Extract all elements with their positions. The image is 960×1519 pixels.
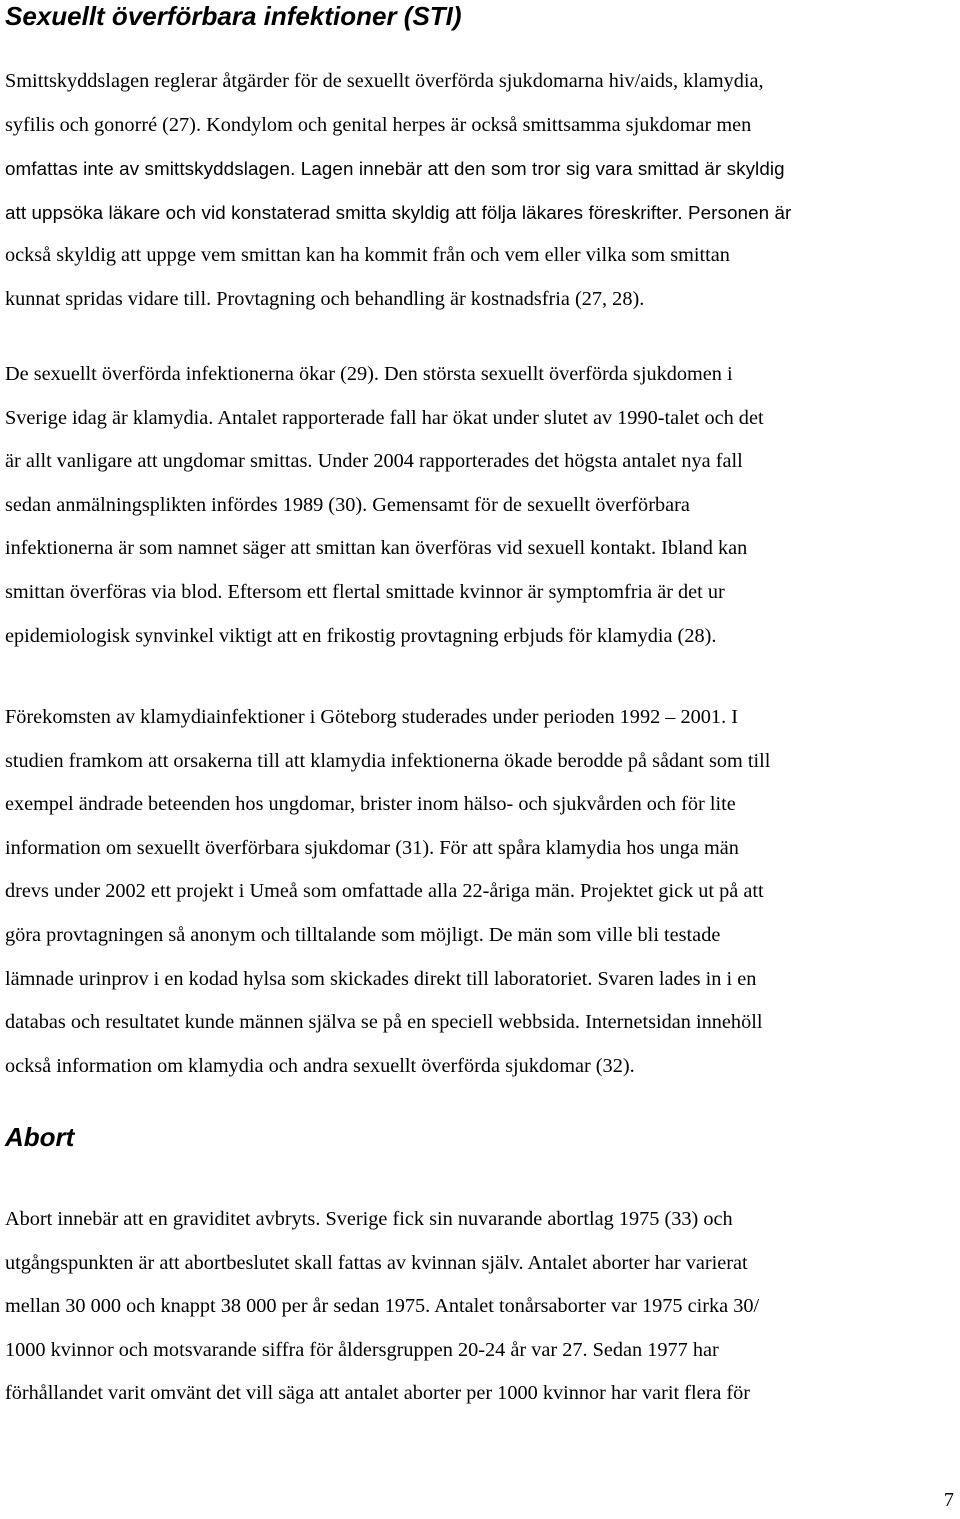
text-line: epidemiologisk synvinkel viktigt att en frikostig provtagning erbjuds för klamydia (28). xyxy=(5,624,717,647)
text-line: databas och resultatet kunde männen själva se på en speciell webbsida. Internetsidan innehöll xyxy=(5,1011,763,1034)
text-line: 1000 kvinnor och motsvarande siffra för åldersgruppen 20-24 år var 27. Sedan 1977 har xyxy=(5,1338,719,1361)
text-line: mellan 30 000 och knappt 38 000 per år sedan 1975. Antalet tonårsaborter var 1975 cirka 30/ xyxy=(5,1295,760,1318)
text-line: syfilis och gonorré (27). Kondylom och genital herpes är också smittsamma sjukdomar men xyxy=(5,113,752,136)
paragraph-chlamydia-studies xyxy=(5,696,770,1088)
text-line: studien framkom att orsakerna till att klamydia infektionerna ökade berodde på sådant som till xyxy=(5,749,771,772)
text-line: också information om klamydia och andra sexuellt överförda sjukdomar (32). xyxy=(5,1054,635,1077)
text-line: också skyldig att uppge vem smittan kan ha kommit från och vem eller vilka som smittan xyxy=(5,244,730,267)
text-line: förhållandet varit omvänt det vill säga att antalet aborter per 1000 kvinnor har varit flera för xyxy=(5,1382,751,1405)
section-heading-abort: Abort xyxy=(5,1122,75,1152)
section-heading-sti: Sexuellt överförbara infektioner (STI) xyxy=(5,1,462,31)
text-line: infektionerna är som namnet säger att smittan kan överföras vid sexuell kontakt. Ibland kan xyxy=(5,537,748,560)
text-line: Abort innebär att en graviditet avbryts. Sverige fick sin nuvarande abortlag 1975 (33) och xyxy=(5,1208,733,1230)
text-line: omfattas inte av smittskyddslagen. Lagen innebär att den som tror sig vara smittad är skyldig xyxy=(5,158,785,180)
text-line: utgångspunkten är att abortbeslutet skall fattas av kvinnan själv. Antalet aborter har varierat xyxy=(5,1251,748,1274)
text-line: att uppsöka läkare och vid konstaterad smitta skyldig att följa läkares föreskrifter. Personen är xyxy=(5,201,792,223)
text-line: sedan anmälningsplikten infördes 1989 (30). Gemensamt för de sexuellt överförbara xyxy=(5,493,690,516)
text-line: exempel ändrade beteenden hos ungdomar, brister inom hälso- och sjukvården och för lite xyxy=(5,793,736,816)
text-line: göra provtagningen så anonym och tilltalande som möjligt. De män som ville bli testade xyxy=(5,923,721,946)
text-line: Smittskyddslagen reglerar åtgärder för de sexuellt överförda sjukdomarna hiv/aids, klamydia, xyxy=(5,70,764,92)
text-line: drevs under 2002 ett projekt i Umeå som omfattade alla 22-åriga män. Projektet gick ut på att xyxy=(5,880,764,903)
text-line: De sexuellt överförda infektionerna ökar (29). Den största sexuellt överförda sjukdomen i xyxy=(5,363,733,385)
text-line: kunnat spridas vidare till. Provtagning och behandling är kostnadsfria (27, 28). xyxy=(5,287,645,310)
text-line: Förekomsten av klamydiainfektioner i Göteborg studerades under perioden 1992 – 2001. I xyxy=(5,706,738,728)
paragraph-abort xyxy=(5,1198,759,1416)
text-line: smittan överföras via blod. Eftersom ett flertal smittade kvinnor är symptomfria är det ur xyxy=(5,580,725,603)
text-line: är allt vanligare att ungdomar smittas. Under 2004 rapporterades det högsta antalet nya fall xyxy=(5,450,743,473)
text-line: information om sexuellt överförbara sjukdomar (31). För att spåra klamydia hos unga män xyxy=(5,836,739,859)
page-number: 7 xyxy=(943,1489,954,1511)
text-line: lämnade urinprov i en kodad hylsa som skickades direkt till laboratoriet. Svaren lades in i en xyxy=(5,967,757,990)
paragraph-sti-increase xyxy=(5,353,764,658)
text-line: Sverige idag är klamydia. Antalet rapporterade fall har ökat under slutet av 1990-talet och det xyxy=(5,406,764,429)
paragraph-sti-law xyxy=(5,60,791,322)
